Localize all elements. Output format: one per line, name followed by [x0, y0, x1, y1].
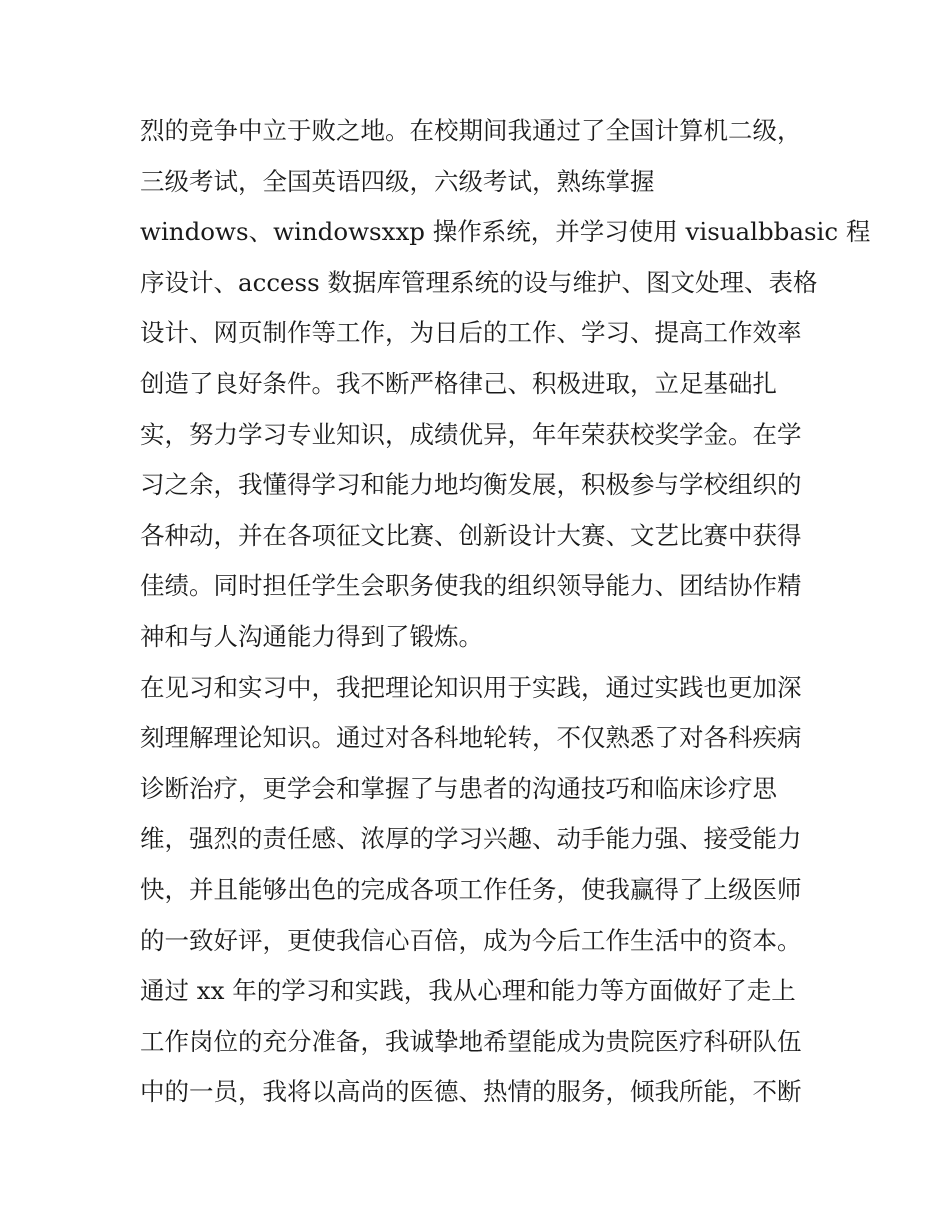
text-line: 烈的竞争中立于败之地。在校期间我通过了全国计算机二级， [140, 116, 802, 145]
text-line: 中的一员，我将以高尚的医德、热情的服务，倾我所能，不断 [140, 1077, 802, 1107]
text-line: 工作岗位的充分准备，我诚挚地希望能成为贵院医疗科研队伍 [140, 1026, 802, 1056]
text-line: 三级考试，全国英语四级，六级考试，熟练掌握 [140, 166, 655, 196]
text-line: 实，努力学习专业知识，成绩优异，年年荣获校奖学金。在学 [140, 419, 802, 449]
text-line: 快，并且能够出色的完成各项工作任务，使我赢得了上级医师 [140, 874, 802, 904]
text-line: 的一致好评，更使我信心百倍，成为今后工作生活中的资本。 [140, 925, 802, 955]
text-line: 在见习和实习中，我把理论知识用于实践，通过实践也更加深 [140, 672, 802, 702]
text-line: 刻理解理论知识。通过对各科地轮转，不仅熟悉了对各科疾病 [140, 723, 802, 753]
text-line: 神和与人沟通能力得到了锻炼。 [140, 621, 483, 651]
text-line: 习之余，我懂得学习和能力地均衡发展，积极参与学校组织的 [140, 470, 802, 500]
text-line: 通过 xx 年的学习和实践，我从心理和能力等方面做好了走上 [140, 976, 796, 1006]
text-line: 设计、网页制作等工作，为日后的工作、学习、提高工作效率 [140, 318, 802, 348]
text-line: 各种动，并在各项征文比赛、创新设计大赛、文艺比赛中获得 [140, 520, 802, 550]
text-line: 诊断治疗，更学会和掌握了与患者的沟通技巧和临床诊疗思 [140, 773, 777, 803]
text-line: windows、windowsxxp 操作系统，并学习使用 visualbbasic 程 [140, 217, 871, 247]
text-line: 序设计、access 数据库管理系统的设与维护、图文处理、表格 [140, 267, 818, 297]
text-line: 维，强烈的责任感、浓厚的学习兴趣、动手能力强、接受能力 [140, 824, 802, 854]
text-line: 创造了良好条件。我不断严格律己、积极进取，立足基础扎 [140, 368, 777, 398]
text-line: 佳绩。同时担任学生会职务使我的组织领导能力、团结协作精 [140, 571, 802, 601]
body-text [140, 106, 871, 1118]
